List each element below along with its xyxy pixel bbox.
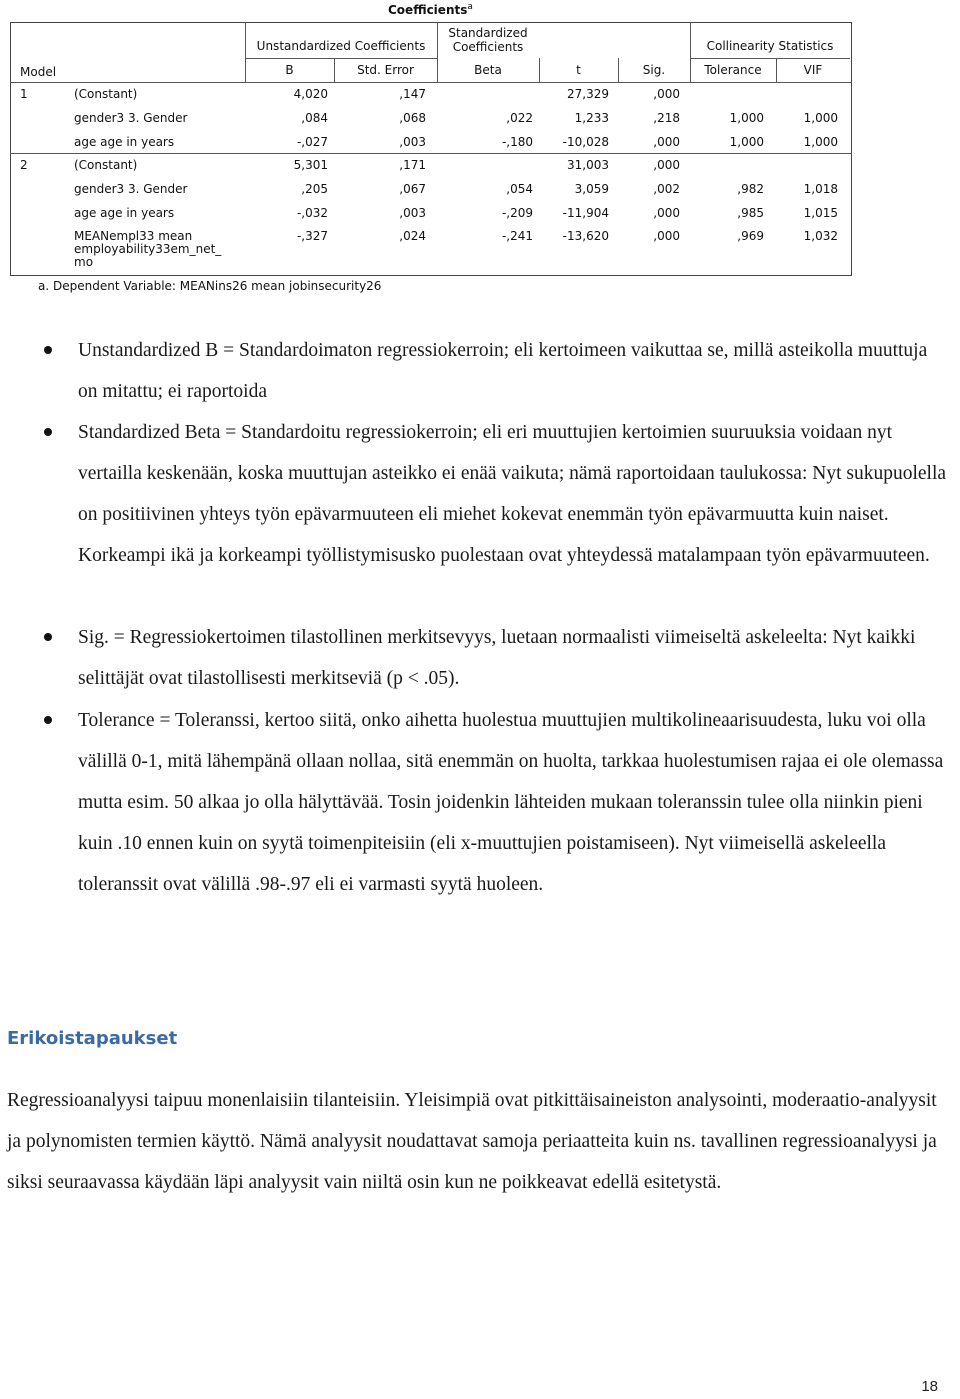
bullet-dot-icon bbox=[44, 428, 52, 436]
header-divider bbox=[690, 58, 850, 59]
bullet-text: Tolerance = Toleranssi, kertoo siitä, onko aihetta huolestua muuttujien multikolineaarisuudesta, luku voi olla välillä 0-1, mitä lähempänä ollaan nollaa, sitä enemmän on huolta, tarkkaa huolestumisen rajaa ei ole olemassa mutta esim. 50 alkaa jo olla hälyttävää. Tosin joidenkin lähteiden mukaan toleranssin tulee olla niinkin pieni kuin .10 ennen kuin on syytä toimenpiteisiin (eli x-muuttujien poistamiseen). Nyt viimeisellä askeleella toleranssit ovat välillä .98-.97 eli ei varmasti syytä huoleen. bbox=[78, 710, 944, 895]
header-bottom-line bbox=[10, 82, 851, 83]
column-model: Model bbox=[20, 65, 57, 79]
header-standardized-line2: Coefficients bbox=[452, 40, 524, 54]
bullet-item bbox=[78, 330, 948, 412]
cell-sig: ,002 bbox=[653, 182, 680, 196]
cell-beta: -,180 bbox=[501, 135, 533, 149]
cell-beta: ,022 bbox=[506, 111, 533, 125]
cell-t: -10,028 bbox=[562, 135, 609, 149]
model-separator bbox=[10, 153, 851, 154]
cell-b: -,027 bbox=[296, 135, 328, 149]
column-std-error: Std. Error bbox=[357, 63, 414, 77]
column-sig: Sig. bbox=[642, 63, 666, 77]
cell-se: ,067 bbox=[399, 182, 426, 196]
column-b: B bbox=[285, 63, 294, 77]
bullet-dot-icon bbox=[44, 346, 52, 354]
table-title bbox=[388, 0, 473, 17]
section-paragraph: Regressioanalyysi taipuu monenlaisiin tilanteisiin. Yleisimpiä ovat pitkittäisaineiston analysointi, moderaatio-analyysit ja polynomisten termien käyttö. Nämä analyysit noudattavat samoja periaatteita kuin ns. tavallinen regressioanalyysi ja siksi seuraavassa käydään läpi analyysit vain niiltä osin kun ne poikkeavat edellä esitetystä. bbox=[7, 1090, 937, 1193]
cell-sig: ,000 bbox=[653, 158, 680, 172]
section-heading: Erikoistapaukset bbox=[7, 1028, 178, 1049]
header-divider bbox=[245, 58, 437, 59]
bullet-item bbox=[78, 617, 948, 699]
column-vif: VIF bbox=[803, 63, 823, 77]
cell-se: ,024 bbox=[399, 229, 426, 243]
cell-vif: 1,015 bbox=[803, 206, 838, 220]
cell-t: 27,329 bbox=[567, 87, 609, 101]
cell-b: 5,301 bbox=[293, 158, 328, 172]
cell-t: 1,233 bbox=[574, 111, 609, 125]
page-number: 18 bbox=[921, 1378, 938, 1395]
cell-sig: ,000 bbox=[653, 135, 680, 149]
bullet-item bbox=[78, 700, 948, 905]
table-title-sup: a bbox=[467, 2, 473, 12]
cell-sig: ,000 bbox=[653, 87, 680, 101]
cell-tolerance: ,982 bbox=[737, 182, 764, 196]
cell-label: (Constant) bbox=[74, 158, 138, 172]
cell-label: (Constant) bbox=[74, 87, 138, 101]
cell-se: ,003 bbox=[399, 135, 426, 149]
cell-b: -,327 bbox=[296, 229, 328, 243]
cell-sig: ,000 bbox=[653, 206, 680, 220]
cell-se: ,003 bbox=[399, 206, 426, 220]
cell-tolerance: ,985 bbox=[737, 206, 764, 220]
cell-label: age age in years bbox=[74, 206, 175, 220]
cell-vif: 1,000 bbox=[803, 135, 838, 149]
header-standardized-line1: Standardized bbox=[448, 26, 528, 40]
bullet-text: Standardized Beta = Standardoitu regressiokerroin; eli eri muuttujien kertoimien suuruuksia voidaan nyt vertailla keskenään, koska muuttujan asteikko ei enää vaikuta; nämä raportoidaan taulukossa: Nyt sukupuolella on positiivinen yhteys työn epävarmuuteen eli miehet kokevat enemmän työn epävarmuutta kuin naiset. Korkeampi ikä ja korkeampi työllistymisusko puolestaan ovat yhteydessä matalampaan työn epävarmuuteen. bbox=[78, 422, 947, 566]
cell-vif: 1,032 bbox=[803, 229, 838, 243]
cell-vif: 1,000 bbox=[803, 111, 838, 125]
bullet-text: Sig. = Regressiokertoimen tilastollinen merkitsevyys, luetaan normaalisti viimeiseltä askeleelta: Nyt kaikki selittäjät ovat tilastollisesti merkitseviä (p < .05). bbox=[78, 627, 916, 689]
cell-label-line1: MEANempl33 mean bbox=[74, 229, 193, 243]
cell-b: -,032 bbox=[296, 206, 328, 220]
cell-beta: ,054 bbox=[506, 182, 533, 196]
cell-t: -13,620 bbox=[562, 229, 609, 243]
cell-label: gender3 3. Gender bbox=[74, 182, 188, 196]
column-tolerance: Tolerance bbox=[704, 63, 762, 77]
bullet-dot-icon bbox=[44, 716, 52, 724]
cell-label-line3: mo bbox=[74, 255, 94, 269]
cell-vif: 1,018 bbox=[803, 182, 838, 196]
cell-b: 4,020 bbox=[293, 87, 328, 101]
cell-sig: ,000 bbox=[653, 229, 680, 243]
cell-t: 31,003 bbox=[567, 158, 609, 172]
cell-se: ,068 bbox=[399, 111, 426, 125]
cell-beta: -,241 bbox=[501, 229, 533, 243]
header-collinearity: Collinearity Statistics bbox=[706, 39, 834, 53]
cell-se: ,171 bbox=[399, 158, 426, 172]
column-t: t bbox=[576, 63, 581, 77]
cell-model: 1 bbox=[20, 87, 28, 101]
cell-model: 2 bbox=[20, 158, 28, 172]
header-unstandardized: Unstandardized Coefficients bbox=[256, 39, 426, 53]
cell-tolerance: 1,000 bbox=[729, 135, 764, 149]
cell-sig: ,218 bbox=[653, 111, 680, 125]
cell-tolerance: ,969 bbox=[737, 229, 764, 243]
bullet-text: Unstandardized B = Standardoimaton regressiokerroin; eli kertoimeen vaikuttaa se, millä asteikolla muuttuja on mitattu; ei raportoida bbox=[78, 340, 928, 402]
cell-t: -11,904 bbox=[562, 206, 609, 220]
cell-tolerance: 1,000 bbox=[729, 111, 764, 125]
cell-label-line2: employability33em_net_ bbox=[74, 242, 222, 256]
cell-t: 3,059 bbox=[574, 182, 609, 196]
cell-b: ,205 bbox=[301, 182, 328, 196]
cell-label: age age in years bbox=[74, 135, 175, 149]
cell-label: gender3 3. Gender bbox=[74, 111, 188, 125]
column-beta: Beta bbox=[474, 63, 502, 77]
cell-beta: -,209 bbox=[501, 206, 533, 220]
cell-se: ,147 bbox=[399, 87, 426, 101]
table-title-text: Coefficients bbox=[388, 3, 468, 17]
cell-b: ,084 bbox=[301, 111, 328, 125]
bullet-item bbox=[78, 412, 948, 576]
bullet-dot-icon bbox=[44, 633, 52, 641]
table-footnote: a. Dependent Variable: MEANins26 mean jobinsecurity26 bbox=[38, 279, 382, 293]
